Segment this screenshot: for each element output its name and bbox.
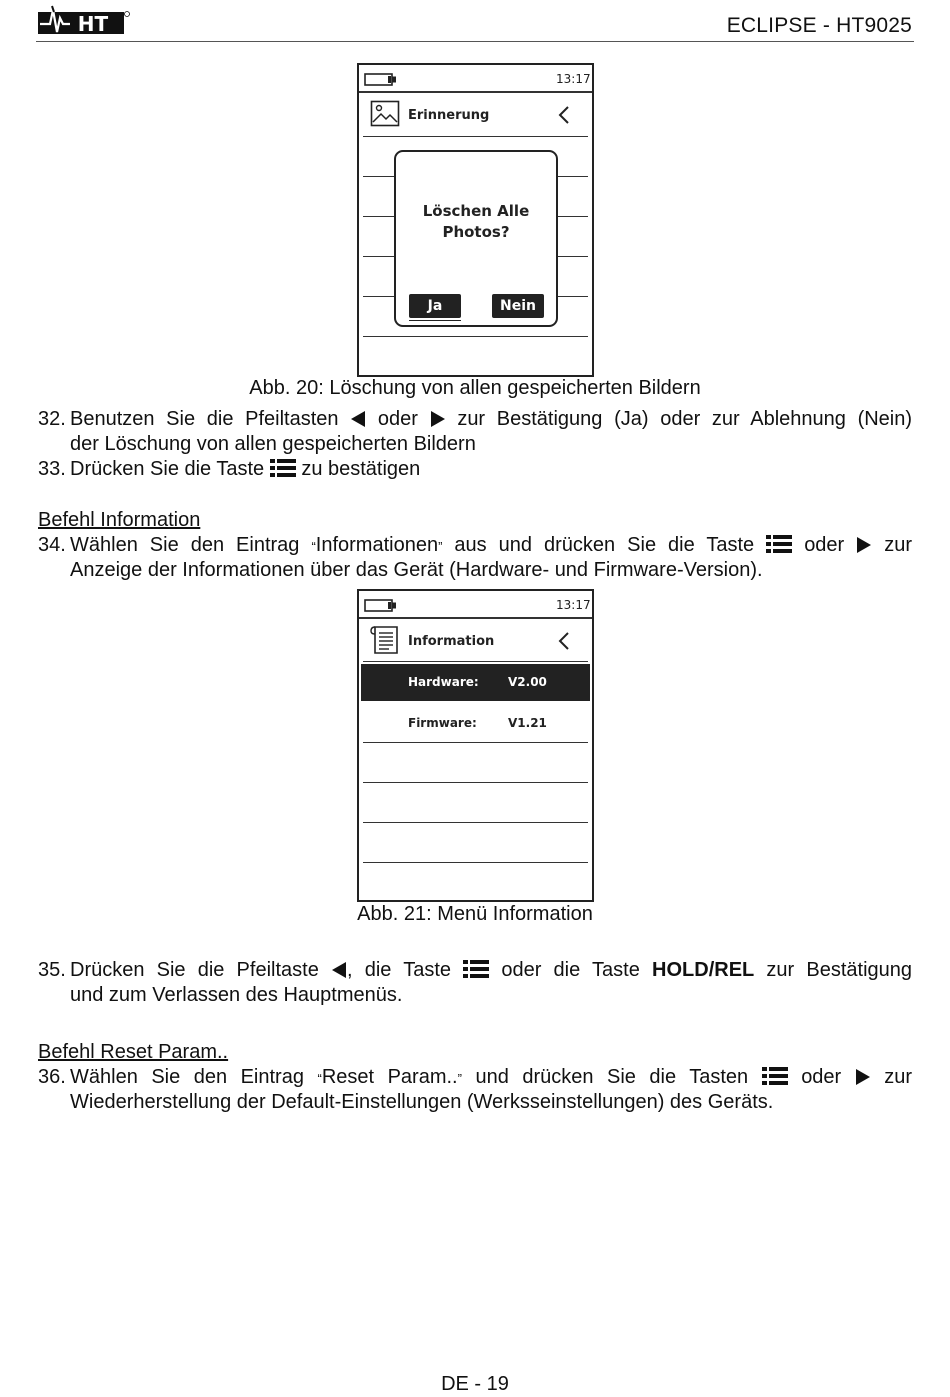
step-number: 35.: [38, 959, 66, 981]
firmware-row[interactable]: [361, 706, 590, 742]
confirm-dialog: [394, 150, 558, 327]
step-34-line1: Wählen Sie den Eintrag “Informationen” aus und drücken Sie die Taste oder zur: [70, 533, 912, 561]
page-number: DE - 19: [441, 1373, 509, 1395]
device-screen-delete-photos: [357, 63, 594, 377]
step-number: 32.: [38, 408, 66, 430]
clock: 13:17: [556, 598, 591, 612]
step-35-line1: Drücken Sie die Pfeiltaste , die Taste oder die Taste HOLD/REL zur Bestätigung: [70, 958, 912, 986]
no-button[interactable]: [492, 294, 544, 318]
dialog-message-line1: Löschen Alle: [422, 202, 530, 220]
firmware-value: V1.21: [508, 716, 547, 730]
hardware-value: V2.00: [508, 675, 547, 689]
document-icon: [370, 624, 400, 661]
step-number: 33.: [38, 458, 66, 480]
section-heading-information: Befehl Information: [38, 509, 201, 531]
yes-button-label: Ja: [427, 298, 443, 314]
hold-rel-key: HOLD/REL: [652, 959, 755, 981]
step-36-line1: Wählen Sie den Eintrag “Reset Param..” und drücken Sie die Tasten oder zur: [70, 1065, 912, 1093]
hardware-row[interactable]: [361, 664, 590, 701]
menu-title: Erinnerung: [408, 108, 490, 123]
step-32-line2: der Löschung von allen gespeicherten Bildern: [70, 433, 476, 455]
hardware-label: Hardware:: [408, 675, 479, 689]
right-arrow-icon: [856, 536, 872, 561]
clock: 13:17: [556, 72, 591, 86]
figure-caption-20: Abb. 20: Löschung von allen gespeicherten Bildern: [249, 377, 701, 399]
menu-key-icon: [762, 1066, 788, 1093]
right-arrow-icon: [855, 1068, 871, 1093]
step-33-line1: Drücken Sie die Taste zu bestätigen: [70, 457, 420, 485]
dialog-message-line2: Photos?: [442, 223, 510, 241]
ht-logo: [38, 4, 130, 36]
step-number: 34.: [38, 534, 66, 556]
section-heading-reset: Befehl Reset Param..: [38, 1041, 229, 1063]
image-icon: [370, 100, 400, 133]
device-screen-information: [357, 589, 594, 902]
back-chevron-icon[interactable]: [557, 631, 571, 656]
figure-caption-21: Abb. 21: Menü Information: [357, 903, 593, 925]
battery-icon: [364, 73, 398, 92]
no-button-label: Nein: [500, 298, 536, 314]
menu-title: Information: [408, 634, 495, 649]
document-title: ECLIPSE - HT9025: [726, 14, 912, 37]
step-32-line1: Benutzen Sie die Pfeiltasten oder zur Bestätigung (Ja) oder zur Ablehnung (Nein): [70, 407, 912, 435]
step-number: 36.: [38, 1066, 66, 1088]
back-chevron-icon[interactable]: [557, 105, 571, 130]
menu-key-icon: [766, 534, 792, 561]
menu-key-icon: [463, 959, 489, 986]
header-divider: [36, 41, 914, 42]
battery-icon: [364, 599, 398, 618]
step-34-line2: Anzeige der Informationen über das Gerät (Hardware- und Firmware-Version).: [70, 559, 763, 581]
firmware-label: Firmware:: [408, 716, 477, 730]
menu-key-icon: [270, 458, 296, 485]
step-36-line2: Wiederherstellung der Default-Einstellungen (Werksseinstellungen) des Geräts.: [70, 1091, 774, 1113]
logo-text: HT: [77, 12, 109, 36]
step-35-line2: und zum Verlassen des Hauptmenüs.: [70, 984, 403, 1006]
yes-button[interactable]: [409, 294, 461, 318]
